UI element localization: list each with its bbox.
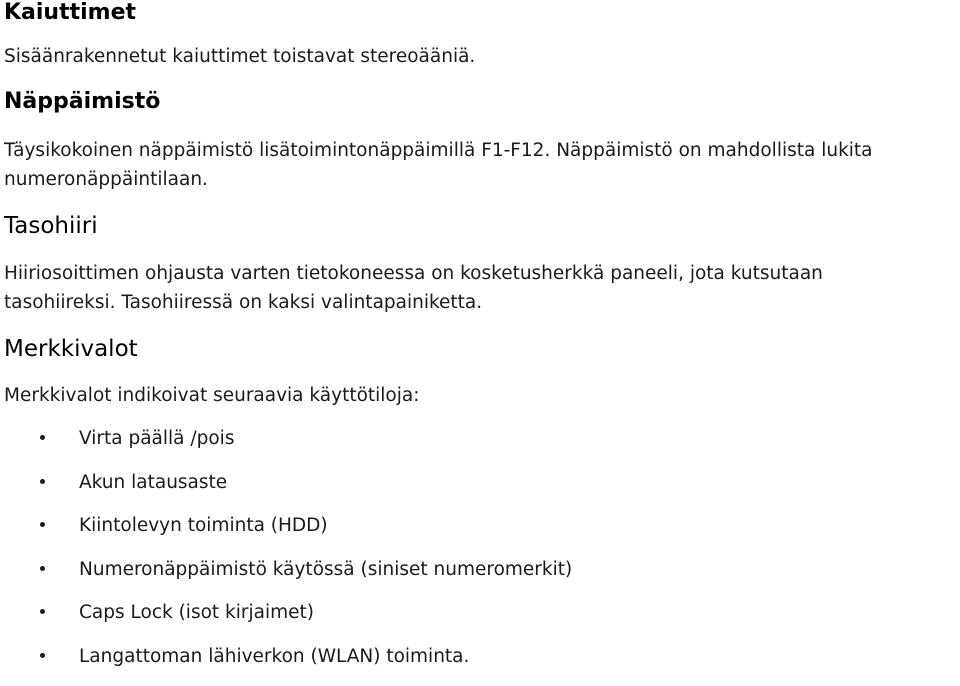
paragraph-nappaimisto [4, 136, 873, 194]
list-item-text: Caps Lock (isot kirjaimet) [79, 602, 314, 624]
bullet-icon [40, 435, 45, 440]
section-title-merkkivalot: Merkkivalot [4, 336, 138, 362]
section-title-nappaimisto: Näppäimistö [4, 89, 161, 114]
paragraph-merkkivalot-intro: Merkkivalot indikoivat seuraavia käyttötiloja: [4, 385, 420, 406]
paragraph-kaiuttimet: Sisäänrakennetut kaiuttimet toistavat stereoääniä. [4, 46, 476, 67]
list-item-text: Langattoman lähiverkon (WLAN) toiminta. [79, 645, 470, 667]
paragraph-line: Täysikokoinen näppäimistö lisätoimintonäppäimillä F1-F12. Näppäimistö on mahdollista lukita [4, 140, 873, 161]
bullet-icon [40, 522, 45, 527]
paragraph-line: numeronäppäintilaan. [4, 169, 208, 190]
section-title-kaiuttimet: Kaiuttimet [4, 0, 137, 25]
paragraph-line: tasohiireksi. Tasohiiressä on kaksi valintapainiketta. [4, 292, 483, 313]
bullet-icon [40, 479, 45, 484]
list-item-text: Akun latausaste [79, 471, 228, 493]
bullet-icon [40, 609, 45, 614]
bullet-icon [40, 653, 45, 658]
paragraph-tasohiiri [4, 259, 823, 317]
section-title-tasohiiri: Tasohiiri [4, 213, 98, 239]
paragraph-line: Hiiriosoittimen ohjausta varten tietokoneessa on kosketusherkkä paneeli, jota kutsutaan [4, 263, 823, 284]
bullet-icon [40, 566, 45, 571]
list-item-text: Kiintolevyn toiminta (HDD) [79, 515, 328, 537]
list-item-text: Virta päällä /pois [79, 428, 235, 449]
list-item-text: Numeronäppäimistö käytössä (siniset numeromerkit) [79, 558, 573, 580]
